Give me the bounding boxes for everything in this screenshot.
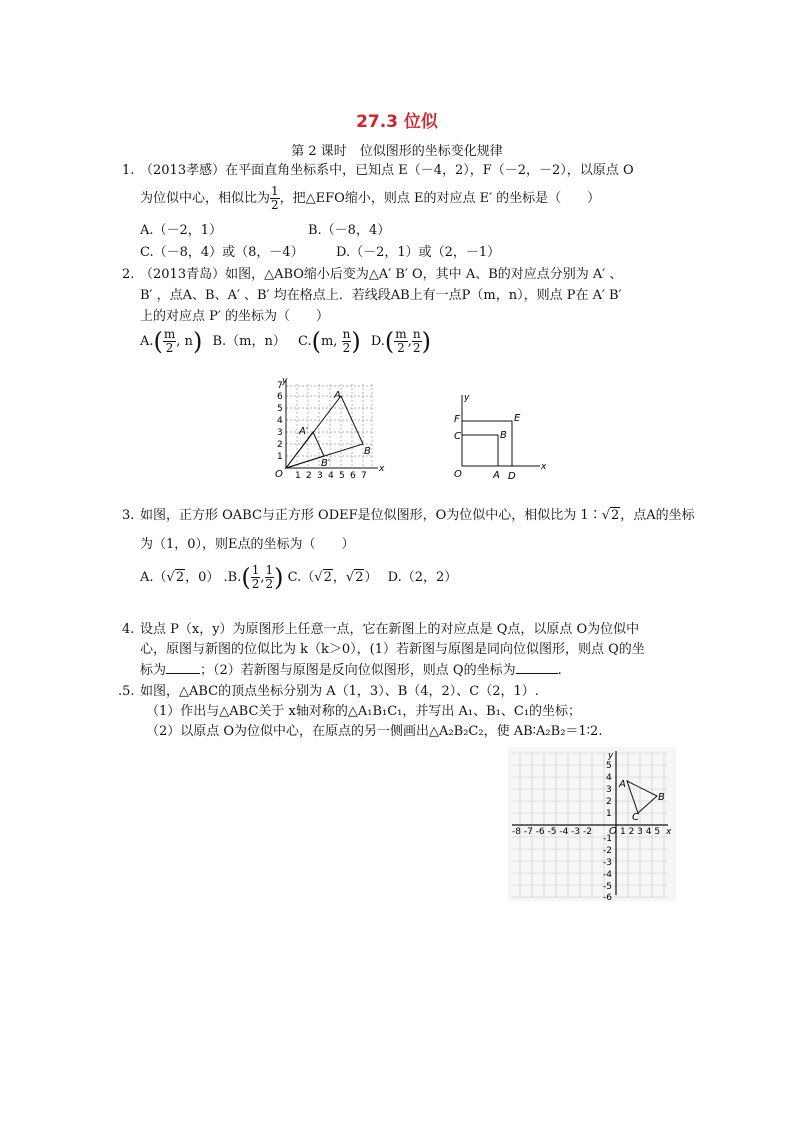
q4-line1: 设点 P（x，y）为原图形上任意一点，它在新图上的对应点是 Q点，以原点 O为位似中 — [140, 622, 640, 637]
q1-option-d: D.（－2，1）或（2，－1） — [336, 245, 501, 260]
q3-line1-text: 如图，正方形 OABC与正方形 ODEF是位似图形，O为位似中心，相似比为 1∶ — [140, 508, 602, 523]
y-axis-label: y — [608, 751, 614, 761]
q3-option-b-frac2: $\frac{1}{2}$ — [265, 563, 274, 591]
q5-line1: 如图，△ABC的顶点坐标分别为 A（1，3）、B（4，2）、C（2，1）. — [140, 684, 539, 699]
origin-label: O — [454, 469, 462, 480]
x-axis-label: x — [666, 827, 672, 837]
q5-line3: （2）以原点 O为位似中心，在原点的另一侧画出△A₂B₂C₂，使 AB∶A₂B₂＝1∶2. — [146, 724, 603, 739]
q1-option-c: C.（－8，4）或（8，－4） — [140, 245, 304, 260]
q2-option-c-frac: $\frac{n}{2}$ — [342, 327, 351, 355]
q3-option-b-label: .B. — [223, 570, 242, 585]
square-oabc — [462, 435, 498, 466]
svg-text:-5: -5 — [603, 882, 612, 892]
page-title: 27.3 位似 — [356, 112, 438, 132]
q4-line2: 心，原图与新图的位似比为 k（k＞0），(1）若新图与原图是同向位似图形，则点 Q的坐 — [140, 642, 645, 657]
svg-text:2: 2 — [277, 440, 283, 450]
svg-text:1: 1 — [277, 452, 283, 462]
q4-number: 4. — [122, 622, 135, 637]
label-a: A — [619, 779, 626, 790]
q3-option-d: D.（2，2） — [387, 570, 458, 585]
svg-text:3: 3 — [317, 471, 323, 481]
svg-text:5: 5 — [339, 471, 345, 481]
page-subtitle: 第 2 课时 位似图形的坐标变化规律 — [291, 144, 503, 159]
svg-text:4: 4 — [277, 416, 283, 426]
svg-text:6: 6 — [350, 471, 356, 481]
q4-line3: 标为 ；（2）若新图与原图是反向位似图形，则点 Q的坐标为 . — [140, 663, 562, 678]
q4-blank-1 — [166, 661, 200, 674]
q5-number: .5. — [118, 684, 135, 699]
svg-text:7: 7 — [361, 471, 367, 481]
neg-x-tick-labels: -8 -7 -6 -5 -4 -3 -2 — [512, 827, 592, 837]
y-tick-labels — [277, 381, 283, 462]
q2-option-a-tail: , n — [176, 334, 193, 349]
q2-option-c-head: m, — [320, 334, 342, 349]
q3-number: 3. — [122, 508, 135, 523]
pos-y-tick-labels — [606, 761, 612, 819]
svg-text:-1: -1 — [603, 834, 612, 844]
q1-line1: （2013孝感）在平面直角坐标系中，已知点 E（－4，2），F（－2，－2），以原点 O — [140, 163, 634, 178]
q3-line1 — [140, 507, 695, 525]
q2-line3: 上的对应点 P′ 的坐标为（ ） — [140, 309, 329, 324]
q1-option-b: B.（－8，4） — [308, 223, 391, 238]
q1-line2-tail: ，把△EFO缩小，则点 E的对应点 E′ 的坐标是（ ） — [279, 191, 601, 206]
origin-label: O — [275, 469, 283, 480]
q2-line1: （2013青岛）如图，△ABO缩小后变为△A′ B′ O，其中 A、B的对应点分别为 A′ 、 — [140, 267, 623, 282]
label-c: C — [454, 431, 461, 442]
figure-grid-triangles — [266, 374, 386, 484]
svg-text:3: 3 — [277, 428, 283, 438]
q2-option-b: B.（m，n） — [212, 334, 286, 349]
x-axis-label: x — [379, 464, 385, 474]
svg-text:-2: -2 — [603, 846, 612, 856]
q2-option-a-label: A. — [140, 334, 154, 349]
q2-options: A.( $\frac{m}{2}$ , n) B.（m，n） C.(m, $\frac{n}{2}$ ) D.( $\frac{m}{2}$ , $\frac{n}{2}$ ) — [140, 327, 431, 356]
label-f: F — [454, 414, 460, 425]
q4-blank-2 — [516, 661, 558, 674]
svg-text:3: 3 — [606, 785, 612, 795]
q3-options: A.（√2，0） .B.( $\frac{1}{2}$ , $\frac{1}{2}$ ) C.（√2，√2） D.（2，2） — [140, 563, 458, 592]
label-b: B — [658, 792, 665, 803]
x-axis-label: x — [541, 462, 546, 472]
svg-text:-6: -6 — [603, 893, 612, 901]
origin-label: O — [609, 826, 617, 837]
q3-option-b-frac1: $\frac{1}{2}$ — [251, 563, 260, 591]
q2-option-c-label: C. — [297, 334, 312, 349]
q1-line2 — [140, 185, 600, 212]
label-d: D — [508, 471, 516, 482]
y-axis-label: y — [282, 376, 288, 386]
q1-number: 1. — [122, 163, 135, 178]
label-b-prime: B′ — [321, 458, 331, 469]
svg-text:5: 5 — [277, 404, 283, 414]
q5-line2: （1）作出与△ABC关于 x轴对称的△A₁B₁C₁，并写出 A₁、B₁、C₁的坐标； — [146, 704, 582, 719]
svg-text:1: 1 — [295, 471, 301, 481]
x-tick-labels — [295, 471, 367, 481]
y-axis-label: y — [464, 393, 470, 403]
svg-text:-3: -3 — [603, 858, 612, 868]
q2-number: 2. — [122, 267, 135, 282]
q1-option-a: A.（－2，1） — [140, 223, 223, 238]
svg-text:4: 4 — [328, 471, 334, 481]
label-a: A — [334, 390, 341, 401]
label-b: B — [500, 430, 507, 441]
q2-option-d-label: D. — [370, 334, 385, 349]
svg-text:5: 5 — [606, 761, 612, 771]
q1-line2-text: 为位似中心，相似比为 — [140, 191, 271, 206]
q2-option-a-frac: $\frac{m}{2}$ — [163, 327, 176, 355]
svg-text:1: 1 — [606, 809, 612, 819]
label-c: C — [632, 812, 639, 823]
svg-text:4: 4 — [606, 773, 612, 783]
q3-line2: 为（1，0），则E点的坐标为（ ） — [140, 537, 355, 552]
svg-text:2: 2 — [306, 471, 312, 481]
q2-option-d-frac2: $\frac{n}{2}$ — [412, 327, 421, 355]
svg-text:-4: -4 — [603, 870, 612, 880]
q1-ratio-fraction: $\frac{1}{2}$ — [271, 184, 279, 212]
figure-nested-squares — [446, 390, 546, 486]
label-b: B — [364, 446, 371, 457]
q3-line1-tail: ，点A的坐标 — [620, 508, 695, 523]
label-e: E — [514, 413, 521, 424]
q3-option-c: C.（ — [287, 570, 315, 585]
q2-option-d-frac1: $\frac{m}{2}$ — [395, 327, 407, 355]
svg-text:7: 7 — [277, 381, 283, 391]
label-a-prime: A′ — [299, 426, 309, 437]
q3-option-a: A.（ — [140, 570, 167, 585]
q3-sqrt: √2 — [601, 508, 620, 523]
label-a: A — [493, 470, 500, 481]
square-odef — [462, 421, 512, 466]
q2-line2: B′ ，点A、B、A′ 、B′ 均在格点上．若线段AB上有一点P（m，n），则点 P在 A′ B′ — [140, 288, 622, 303]
svg-text:6: 6 — [277, 392, 283, 402]
svg-text:2: 2 — [606, 797, 612, 807]
pos-x-tick-labels: 1 2 3 4 5 — [620, 827, 661, 837]
figure-q5-coordinate-grid — [508, 747, 676, 901]
